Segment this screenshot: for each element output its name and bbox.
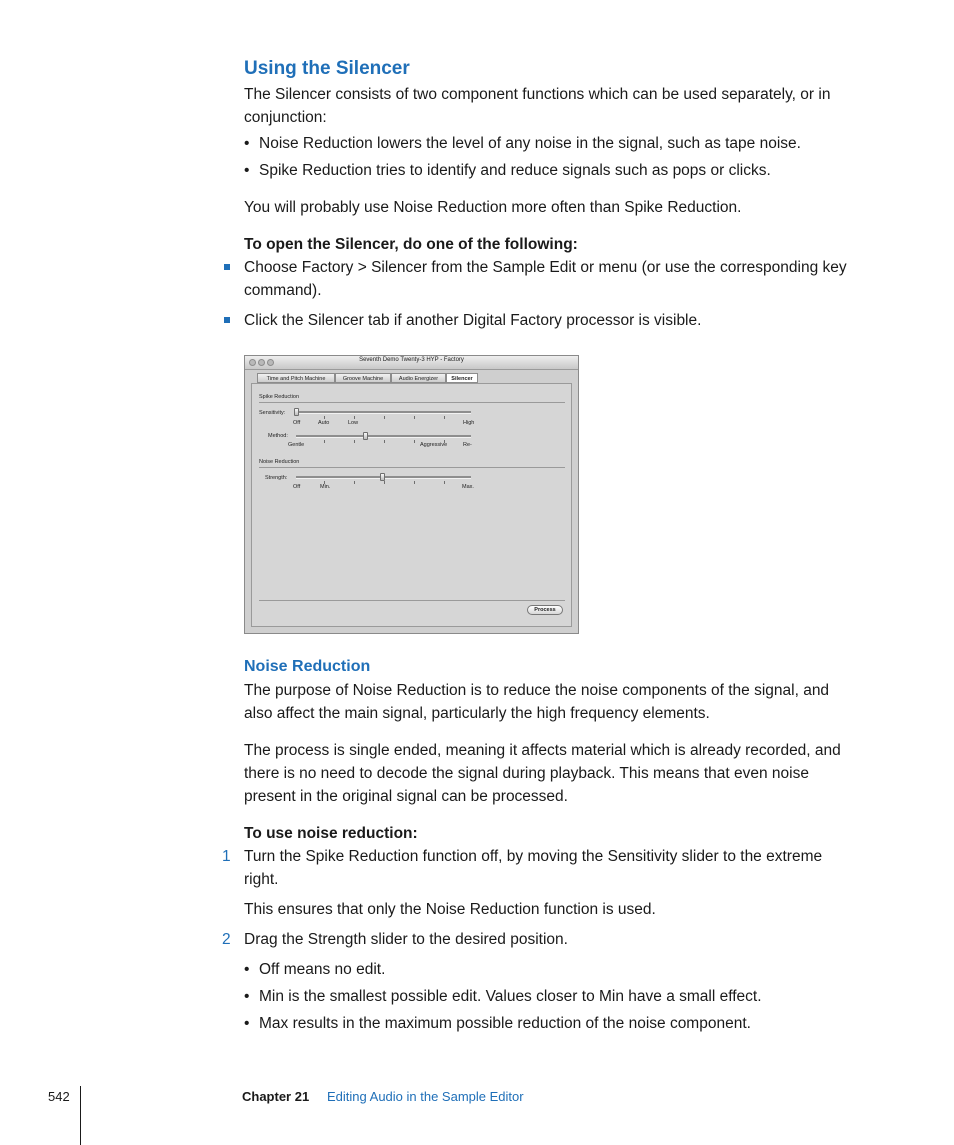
text-line: also affect the main signal, particularly the high frequency elements. [244,705,710,722]
tab-silencer[interactable]: Silencer [446,373,478,383]
noise-paragraph-1 [244,679,829,725]
bullet-dot-icon: • [244,988,250,1005]
section-divider [259,402,565,403]
method-label: Method: [268,433,288,439]
tick-mark [444,481,445,484]
sensitivity-mark-auto: Auto [318,420,330,426]
bullet-text: Noise Reduction lowers the level of any noise in the signal, such as tape noise. [259,135,801,152]
list-item [224,256,874,302]
page-heading: Using the Silencer [244,58,410,79]
bullet-dot-icon: • [244,961,250,978]
sensitivity-mark-low: Low [348,420,359,426]
option-line-1: Click the Silencer tab if another Digital Factory processor is visible. [244,312,702,329]
list-item [244,958,884,981]
strength-slider-knob[interactable] [380,473,385,481]
tick-mark [414,416,415,419]
strength-mark-min: Min. [320,484,331,490]
sensitivity-track[interactable] [296,411,471,414]
tab-audio-energizer[interactable]: Audio Energizer [391,373,446,383]
spike-section-label: Spike Reduction [259,394,300,400]
use-heading: To use noise reduction: [244,825,418,842]
tick-mark [384,481,385,484]
noise-paragraph-2 [244,739,841,808]
method-mark-re: Re- [463,442,472,448]
section-divider [259,467,565,468]
tick-mark [324,440,325,443]
step-1 [222,845,882,891]
step-line-2: right. [244,871,279,888]
bullet-text: Off means no edit. [259,961,386,978]
tick-mark [324,416,325,419]
tick-mark [414,440,415,443]
usage-note: You will probably use Noise Reduction more often than Spike Reduction. [244,199,742,216]
strength-bullet-list [244,958,884,1035]
process-button[interactable]: Process [527,605,563,615]
silencer-panel [251,383,572,627]
method-mark-gentle: Gentle [288,442,305,448]
tick-mark [354,416,355,419]
tick-mark [384,440,385,443]
window-titlebar [245,356,578,370]
strength-label: Strength: [265,475,288,481]
noise-section-label: Noise Reduction [259,459,300,465]
tick-mark [384,416,385,419]
tab-groove-machine[interactable]: Groove Machine [335,373,391,383]
bullet-dot-icon: • [244,162,250,179]
sensitivity-label: Sensitivity: [259,410,286,416]
step-1-note: This ensures that only the Noise Reduction function is used. [244,901,656,918]
bottom-divider [259,600,565,601]
list-item [224,309,874,332]
intro-line-1: The Silencer consists of two component functions which can be used separately, or in [244,86,831,103]
footer-divider [80,1086,81,1145]
list-item [244,159,884,182]
open-heading: To open the Silencer, do one of the following: [244,236,578,253]
text-line: present in the original signal can be processed. [244,788,568,805]
step-line-1: Turn the Spike Reduction function off, by moving the Sensitivity slider to the extreme [244,848,823,865]
sensitivity-slider-knob[interactable] [294,408,299,416]
tick-mark [354,481,355,484]
step-2 [222,928,882,951]
tick-mark [414,481,415,484]
noise-reduction-heading: Noise Reduction [244,658,371,675]
step-number: 1 [222,848,231,865]
list-item [244,1012,884,1035]
sensitivity-mark-high: High [463,420,475,426]
bullet-dot-icon: • [244,135,250,152]
square-bullet-icon [224,264,230,270]
square-bullet-icon [224,317,230,323]
strength-mark-max: Max. [462,484,474,490]
bullet-dot-icon: • [244,1015,250,1032]
text-line: The purpose of Noise Reduction is to reduce the noise components of the signal, and [244,682,830,699]
intro-paragraph [244,83,830,129]
intro-line-2: conjunction: [244,109,327,126]
component-bullet-list [244,132,884,182]
method-slider-knob[interactable] [363,432,368,440]
list-item [244,985,884,1008]
page-number: 542 [48,1089,70,1104]
strength-mark-off: Off [293,484,301,490]
text-line: there is no need to decode the signal during playback. This means that even noise [244,765,809,782]
tick-mark [354,440,355,443]
list-item [244,132,884,155]
method-mark-aggressive: Aggressive [420,442,448,448]
bullet-text: Max results in the maximum possible reduction of the noise component. [259,1015,751,1032]
step-number: 2 [222,931,231,948]
footer-chapter-title: Editing Audio in the Sample Editor [327,1089,524,1104]
method-track[interactable] [296,435,471,438]
option-line-2: command). [244,282,322,299]
tab-time-and-pitch-machine[interactable]: Time and Pitch Machine [257,373,335,383]
bullet-text: Spike Reduction tries to identify and reduce signals such as pops or clicks. [259,162,771,179]
window-title: Seventh Demo Twenty-3 HYP - Factory [359,357,464,363]
step-line-1: Drag the Strength slider to the desired position. [244,931,568,948]
silencer-window-screenshot [244,355,579,634]
sensitivity-mark-off: Off [293,420,301,426]
tick-mark [444,416,445,419]
text-line: The process is single ended, meaning it affects material which is already recorded, and [244,742,841,759]
bullet-text: Min is the smallest possible edit. Values closer to Min have a small effect. [259,988,762,1005]
open-options-list [224,256,874,332]
option-line-1: Choose Factory > Silencer from the Sample Edit or menu (or use the corresponding key [244,259,847,276]
footer-chapter: Chapter 21 [242,1089,310,1104]
